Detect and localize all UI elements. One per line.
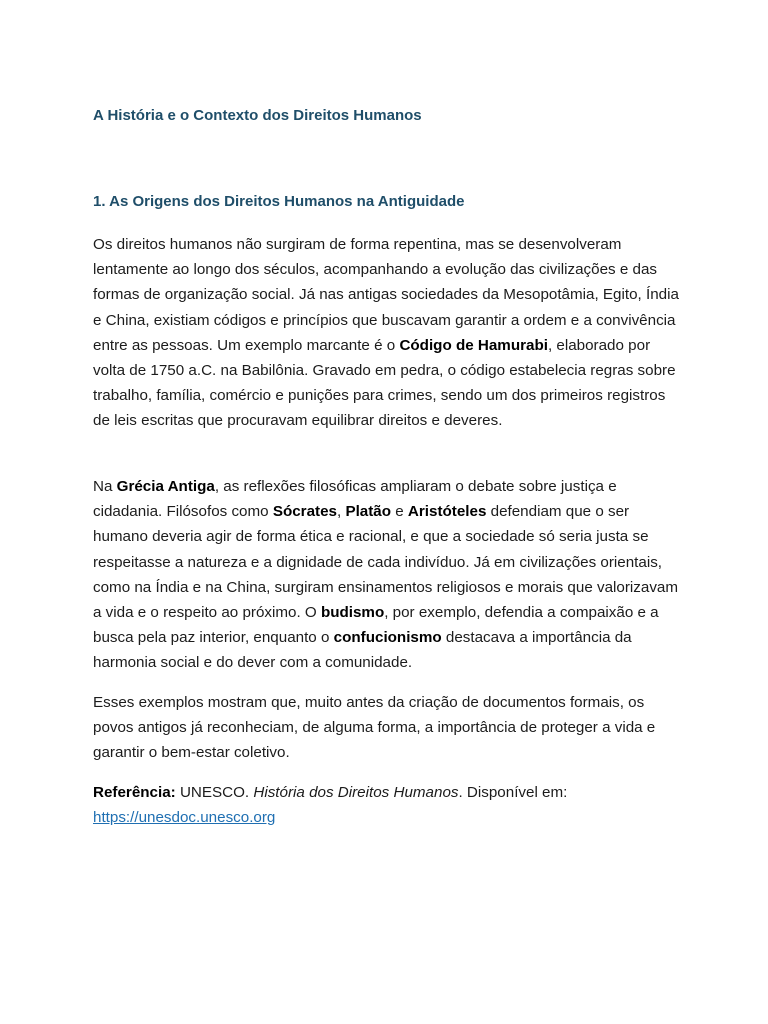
paragraph-conclusion: Esses exemplos mostram que, muito antes da criação de documentos formais, os povos antigos já reconheciam, de alguma forma, a importância de proteger a vida e garantir o bem-estar coletivo. (93, 694, 656, 762)
paragraph-origins (93, 232, 685, 434)
reference-label: Referência: (93, 784, 176, 801)
bold-term-platao: Platão (345, 503, 392, 521)
reference-available: . Disponível em: (458, 784, 568, 801)
paragraph-text: Na (93, 478, 117, 495)
paragraph-text: , por exemplo, defendia a compaixão e a busca pela paz interior, enquanto o (93, 604, 659, 647)
paragraph-text: e (391, 503, 408, 521)
paragraph-greece (93, 474, 685, 676)
paragraph-text: defendiam que o ser humano deveria agir de forma ética e racional, e que a sociedade só seria justa se respeitasse a natureza e a dignidade de cada indivíduo. Já em civilizações orientais, como na Índia e na China, surgiram ensinamentos religiosos e morais que valorizavam a vida e o respeito ao próximo. O (93, 503, 679, 622)
paragraph-text: , elaborado por volta de 1750 a.C. na Babilônia. Gravado em pedra, o código estabelecia regras sobre trabalho, família, comércio e punições para crimes, sendo um dos primeiros registros de leis escritas que procuravam equilibrar direitos e deveres. (93, 336, 676, 430)
section-heading: 1. As Origens dos Direitos Humanos na Antiguidade (93, 193, 465, 210)
bold-term-socrates: Sócrates (272, 503, 337, 521)
reference (93, 780, 685, 830)
reference-work-title: História dos Direitos Humanos (253, 784, 459, 801)
paragraph-text: Os direitos humanos não surgiram de forma repentina, mas se desenvolveram lentamente ao longo dos séculos, acompanhando a evolução das civilizações e das formas de organização social. Já nas antigas sociedades da Mesopotâmia, Egito, Índia e China, existiam códigos e princípios que buscavam garantir a ordem e a convivência entre as pessoas. Um exemplo marcante é o (93, 236, 679, 354)
bold-term-budismo: budismo (320, 604, 385, 622)
bold-term-aristoteles: Aristóteles (407, 503, 487, 521)
bold-term-confucionismo: confucionismo (333, 629, 442, 647)
document-title: A História e o Contexto dos Direitos Humanos (93, 107, 422, 124)
reference-link[interactable]: https://unesdoc.unesco.org (93, 809, 276, 827)
paragraph-text: , as reflexões filosóficas ampliaram o debate sobre justiça e cidadania. Filósofos como (93, 478, 617, 521)
bold-term-grecia: Grécia Antiga (116, 478, 215, 495)
paragraph-text: destacava a importância da harmonia social e do dever com a comunidade. (93, 629, 632, 672)
paragraph-text: , (336, 503, 346, 521)
reference-author: UNESCO. (175, 784, 254, 801)
bold-term-hamurabi: Código de Hamurabi (399, 336, 548, 354)
